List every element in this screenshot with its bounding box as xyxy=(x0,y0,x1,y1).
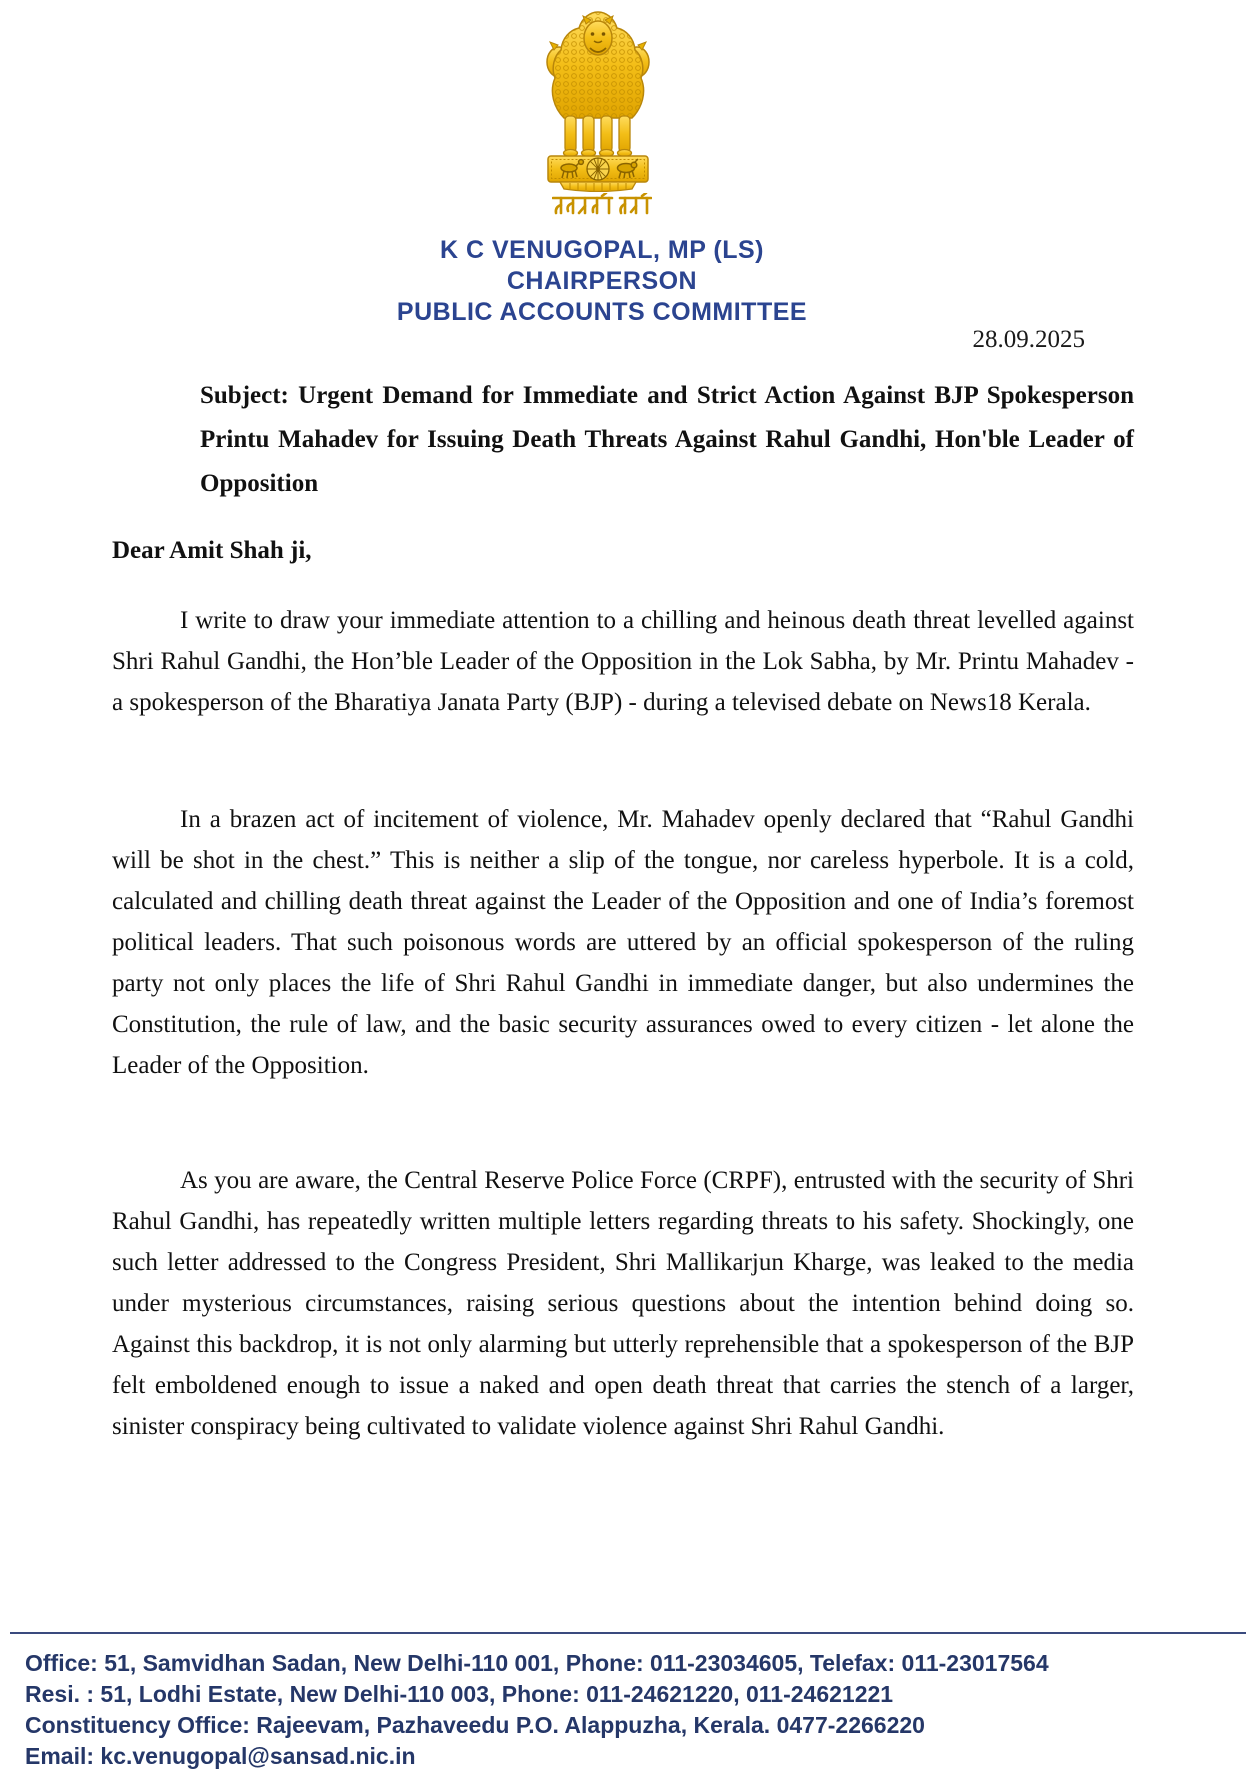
body-paragraph-2: In a brazen act of incitement of violence, Mr. Mahadev openly declared that “Rahul Gandhi will be shot in the chest.” This is neither a slip of the tongue, nor careless hyperbole. It is a cold, calculated and chilling death threat against the Leader of the Opposition and one of India’s foremost political leaders. That such poisonous words are uttered by an official spokesperson of the ruling party not only places the life of Shri Rahul Gandhi in immediate danger, but also undermines the Constitution, the rule of law, and the basic security assurances owed to every citizen - let alone the Leader of the Opposition. xyxy=(112,806,1134,1079)
footer-divider xyxy=(10,1632,1246,1634)
footer-email-line: Email: kc.venugopal@sansad.nic.in xyxy=(25,1743,416,1769)
footer-office-line: Office: 51, Samvidhan Sadan, New Delhi-110 001, Phone: 011-23034605, Telefax: 011-23017564 xyxy=(25,1650,1049,1676)
motto-script-icon xyxy=(552,193,652,220)
satyameva-jayate-motto xyxy=(552,193,652,220)
letter-date: 28.09.2025 xyxy=(972,326,1085,353)
letterhead-committee: PUBLIC ACCOUNTS COMMITTEE xyxy=(396,298,808,326)
ashoka-emblem-icon xyxy=(538,8,658,192)
body-paragraph-1: I write to draw your immediate attention to a chilling and heinous death threat levelled against Shri Rahul Gandhi, the Hon’ble Leader of the Opposition in the Lok Sabha, by Mr. Printu Mahadev - a spokesperson of the Bharatiya Janata Party (BJP) - during a televised debate on News18 Kerala. xyxy=(112,607,1134,716)
subject-line: Subject: Urgent Demand for Immediate and Strict Action Against BJP Spokesperson Printu Mahadev for Issuing Death Threats Against Rahul Gandhi, Hon'ble Leader of Opposition xyxy=(200,382,1134,497)
national-emblem xyxy=(538,8,658,192)
footer-contact-block xyxy=(25,1648,1235,1772)
letterhead-name: K C VENUGOPAL, MP (LS) xyxy=(440,236,764,264)
salutation: Dear Amit Shah ji, xyxy=(112,537,312,564)
footer-constituency-line: Constituency Office: Rajeevam, Pazhaveedu P.O. Alappuzha, Kerala. 0477-2266220 xyxy=(25,1712,925,1738)
letterhead-title: CHAIRPERSON xyxy=(506,267,698,295)
letterhead xyxy=(2,235,1202,328)
body-paragraph-3: As you are aware, the Central Reserve Police Force (CRPF), entrusted with the security of Shri Rahul Gandhi, has repeatedly written multiple letters regarding threats to his safety. Shockingly, one such letter addressed to the Congress President, Shri Mallikarjun Kharge, was leaked to the media under mysterious circumstances, raising serious questions about the intention behind doing so. Against this backdrop, it is not only alarming but utterly reprehensible that a spokesperson of the BJP felt emboldened enough to issue a naked and open death threat that carries the stench of a larger, sinister conspiracy being cultivated to validate violence against Shri Rahul Gandhi. xyxy=(112,1167,1134,1440)
footer-residence-line: Resi. : 51, Lodhi Estate, New Delhi-110 003, Phone: 011-24621220, 011-24621221 xyxy=(25,1681,894,1707)
